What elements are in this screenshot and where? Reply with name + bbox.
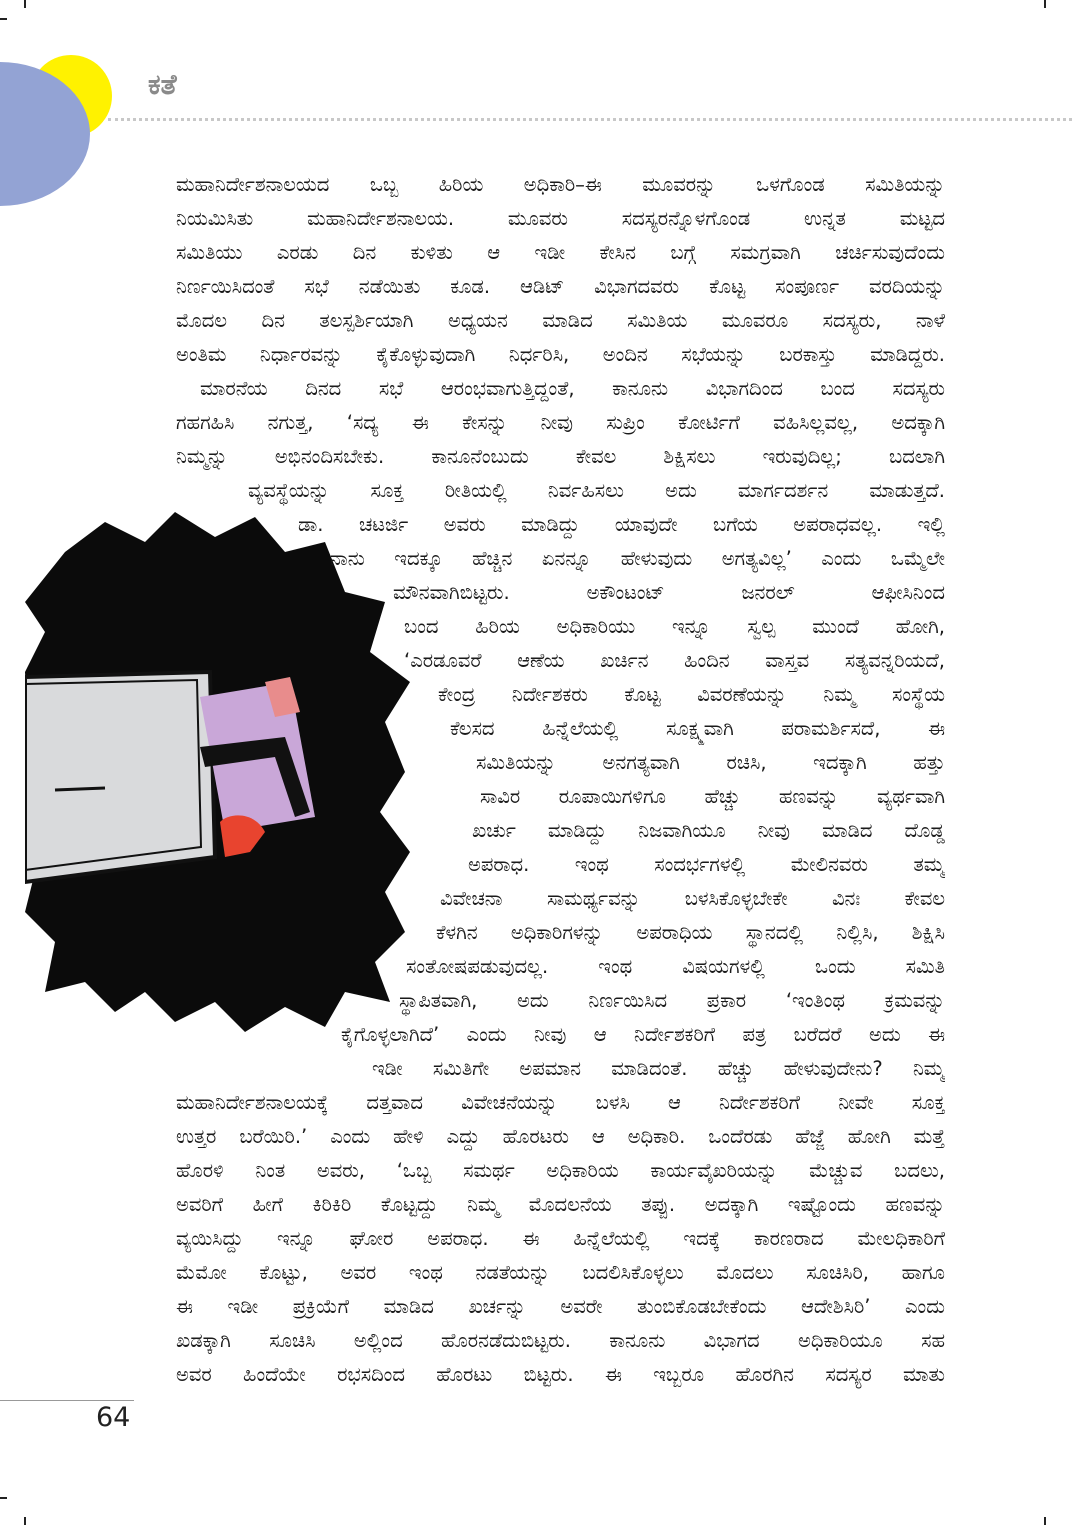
body-line: ಖರ್ಚು ಮಾಡಿದ್ದು ನಿಜವಾಗಿಯೂ ನೀವು ಮಾಡಿದ ದೊಡ್ಡ — [472, 821, 945, 842]
body-line: ನಾನು ಇದಕ್ಕೂ ಹೆಚ್ಚಿನ ಏನನ್ನೂ ಹೇಳುವುದು ಅಗತ್ಯವಿಲ್ಲ’ ಎಂದು ಒಮ್ಮೆಲೇ — [330, 549, 945, 570]
body-line: ಉತ್ತರ ಬರೆಯಿರಿ.’ ಎಂದು ಹೇಳಿ ಎದ್ದು ಹೊರಟರು ಆ ಅಧಿಕಾರಿ. ಒಂದೆರಡು ಹೆಜ್ಜೆ ಹೋಗಿ ಮತ್ತೆ — [176, 1127, 945, 1148]
crop-mark — [0, 1497, 7, 1499]
body-line: ಬಂದ ಹಿರಿಯ ಅಧಿಕಾರಿಯು ಇನ್ನೂ ಸ್ವಲ್ಪ ಮುಂದೆ ಹೋಗಿ, — [404, 617, 945, 638]
body-line: ಈ ಇಡೀ ಪ್ರಕ್ರಿಯೆಗೆ ಮಾಡಿದ ಖರ್ಚನ್ನು ಅವರೇ ತುಂಬಿಕೊಡಬೇಕೆಂದು ಆದೇಶಿಸಿರಿ’ ಎಂದು — [176, 1297, 945, 1318]
body-line: ಸ್ಥಾಪಿತವಾಗಿ, ಅದು ನಿರ್ಣಯಿಸಿದ ಪ್ರಕಾರ ‘ಇಂತಿಂಥ ಕ್ರಮವನ್ನು — [399, 991, 945, 1012]
body-line: ಅಂತಿಮ ನಿರ್ಧಾರವನ್ನು ಕೈಕೊಳ್ಳುವುದಾಗಿ ನಿರ್ಧರಿಸಿ, ಅಂದಿನ ಸಭೆಯನ್ನು ಬರಕಾಸ್ತು ಮಾಡಿದ್ದರು. — [176, 345, 945, 366]
crop-mark — [1044, 1517, 1046, 1525]
body-line: ಖಡಕ್ಕಾಗಿ ಸೂಚಿಸಿ ಅಲ್ಲಿಂದ ಹೊರನಡೆದುಬಿಟ್ಟರು. ಕಾನೂನು ವಿಭಾಗದ ಅಧಿಕಾರಿಯೂ ಸಹ — [176, 1331, 945, 1352]
body-line: ಗಹಗಹಿಸಿ ನಗುತ್ತ, ‘ಸದ್ಯ ಈ ಕೇಸನ್ನು ನೀವು ಸುಪ್ರಿಂ ಕೋರ್ಟಿಗೆ ವಹಿಸಿಲ್ಲವಲ್ಲ, ಅದಕ್ಕಾಗಿ — [176, 413, 945, 434]
body-line: ಕೆಳಗಿನ ಅಧಿಕಾರಿಗಳನ್ನು ಅಪರಾಧಿಯ ಸ್ಥಾನದಲ್ಲಿ ನಿಲ್ಲಿಸಿ, ಶಿಕ್ಷಿಸಿ — [436, 923, 945, 944]
body-line: ಕೆಲಸದ ಹಿನ್ನೆಲೆಯಲ್ಲಿ ಸೂಕ್ಷ್ಮವಾಗಿ ಪರಾಮರ್ಶಿಸದೆ, ಈ — [450, 719, 945, 740]
header-dotted-rule — [108, 118, 1072, 121]
body-line: ನಿಮ್ಮನ್ನು ಅಭಿನಂದಿಸಬೇಕು. ಕಾನೂನೆಂಬುದು ಕೇವಲ ಶಿಕ್ಷಿಸಲು ಇರುವುದಿಲ್ಲ; ಬದಲಾಗಿ — [176, 447, 945, 468]
section-title: ಕತೆ — [148, 68, 177, 101]
body-line: ವ್ಯಯಿಸಿದ್ದು ಇನ್ನೂ ಘೋರ ಅಪರಾಧ. ಈ ಹಿನ್ನೆಲೆಯಲ್ಲಿ ಇದಕ್ಕೆ ಕಾರಣರಾದ ಮೇಲಧಿಕಾರಿಗೆ — [176, 1229, 945, 1250]
page-number: 64 — [96, 1402, 131, 1433]
body-line: ಮಹಾನಿರ್ದೇಶನಾಲಯಕ್ಕೆ ದತ್ತವಾದ ವಿವೇಚನೆಯನ್ನು ಬಳಸಿ ಆ ನಿರ್ದೇಶಕರಿಗೆ ನೀವೇ ಸೂಕ್ತ — [176, 1093, 945, 1114]
body-line: ಮೊದಲ ದಿನ ತಲಸ್ಪರ್ಶಿಯಾಗಿ ಅಧ್ಯಯನ ಮಾಡಿದ ಸಮಿತಿಯ ಮೂವರೂ ಸದಸ್ಯರು, ನಾಳೆ — [176, 311, 945, 332]
body-line: ಸಮಿತಿಯು ಎರಡು ದಿನ ಕುಳಿತು ಆ ಇಡೀ ಕೇಸಿನ ಬಗ್ಗೆ ಸಮಗ್ರವಾಗಿ ಚರ್ಚಿಸುವುದೆಂದು — [176, 243, 945, 264]
body-line: ಅಪರಾಧ. ಇಂಥ ಸಂದರ್ಭಗಳಲ್ಲಿ ಮೇಲಿನವರು ತಮ್ಮ — [468, 855, 945, 876]
body-line: ಕೈಗೊಳ್ಳಲಾಗಿದೆ’ ಎಂದು ನೀವು ಆ ನಿರ್ದೇಶಕರಿಗೆ ಪತ್ರ ಬರೆದರೆ ಅದು ಈ — [341, 1025, 945, 1046]
body-line: ಕೇಂದ್ರ ನಿರ್ದೇಶಕರು ಕೊಟ್ಟ ವಿವರಣೆಯನ್ನು ನಿಮ್ಮ ಸಂಸ್ಥೆಯ — [438, 685, 945, 706]
body-line: ನಿರ್ಣಯಿಸಿದಂತೆ ಸಭೆ ನಡೆಯಿತು ಕೂಡ. ಆಡಿಟ್ ವಿಭಾಗದವರು ಕೊಟ್ಟ ಸಂಪೂರ್ಣ ವರದಿಯನ್ನು — [176, 277, 945, 298]
crop-mark — [24, 1517, 26, 1525]
body-line: ಮೌನವಾಗಿಬಿಟ್ಟರು. ಅಕೌಂಟಂಟ್ ಜನರಲ್ ಆಫೀಸಿನಿಂದ — [393, 583, 945, 604]
body-line: ವ್ಯವಸ್ಥೆಯನ್ನು ಸೂಕ್ತ ರೀತಿಯಲ್ಲಿ ನಿರ್ವಹಿಸಲು ಅದು ಮಾರ್ಗದರ್ಶನ ಮಾಡುತ್ತದೆ. — [248, 481, 945, 502]
body-line: ಸಮಿತಿಯನ್ನು ಅನಗತ್ಯವಾಗಿ ರಚಿಸಿ, ಇದಕ್ಕಾಗಿ ಹತ್ತು — [476, 753, 945, 774]
crop-mark — [0, 18, 7, 20]
body-line: ಇಡೀ ಸಮಿತಿಗೇ ಅಪಮಾನ ಮಾಡಿದಂತೆ. ಹೆಚ್ಚು ಹೇಳುವುದೇನು? ನಿಮ್ಮ — [372, 1059, 945, 1080]
crop-mark — [1044, 0, 1046, 8]
body-line: ನಿಯಮಿಸಿತು ಮಹಾನಿರ್ದೇಶನಾಲಯ. ಮೂವರು ಸದಸ್ಯರನ್ನೊಳಗೊಂಡ ಉನ್ನತ ಮಟ್ಟದ — [176, 209, 945, 230]
body-line: ಮಹಾನಿರ್ದೇಶನಾಲಯದ ಒಬ್ಬ ಹಿರಿಯ ಅಧಿಕಾರಿ–ಈ ಮೂವರನ್ನು ಒಳಗೊಂಡ ಸಮಿತಿಯನ್ನು — [176, 175, 945, 196]
body-line: ಅವರ ಹಿಂದೆಯೇ ರಭಸದಿಂದ ಹೊರಟು ಬಿಟ್ಟರು. ಈ ಇಬ್ಬರೂ ಹೊರಗಿನ ಸದಸ್ಯರ ಮಾತು — [176, 1365, 945, 1386]
body-line: ಮೆಮೋ ಕೊಟ್ಟು, ಅವರ ಇಂಥ ನಡತೆಯನ್ನು ಬದಲಿಸಿಕೊಳ್ಳಲು ಮೊದಲು ಸೂಚಿಸಿರಿ, ಹಾಗೂ — [176, 1263, 945, 1284]
body-line: ಡಾ. ಚಟರ್ಜಿ ಅವರು ಮಾಡಿದ್ದು ಯಾವುದೇ ಬಗೆಯ ಅಪರಾಧವಲ್ಲ. ಇಲ್ಲಿ — [298, 515, 945, 536]
body-line: ವಿವೇಚನಾ ಸಾಮರ್ಥ್ಯವನ್ನು ಬಳಸಿಕೊಳ್ಳಬೇಕೇ ವಿನಃ ಕೇವಲ — [440, 889, 945, 910]
story-illustration — [25, 512, 415, 1032]
body-line: ಮಾರನೆಯ ದಿನದ ಸಭೆ ಆರಂಭವಾಗುತ್ತಿದ್ದಂತೆ, ಕಾನೂನು ವಿಭಾಗದಿಂದ ಬಂದ ಸದಸ್ಯರು — [200, 379, 945, 400]
body-line: ಅವರಿಗೆ ಹೀಗೆ ಕಿರಿಕಿರಿ ಕೊಟ್ಟದ್ದು ನಿಮ್ಮ ಮೊದಲನೆಯ ತಪ್ಪು. ಅದಕ್ಕಾಗಿ ಇಷ್ಟೊಂದು ಹಣವನ್ನು — [176, 1195, 945, 1216]
body-line: ಸಾವಿರ ರೂಪಾಯಿಗಳಿಗೂ ಹೆಚ್ಚು ಹಣವನ್ನು ವ್ಯರ್ಥವಾಗಿ — [480, 787, 945, 808]
body-line: ಹೊರಳಿ ನಿಂತ ಅವರು, ‘ಒಬ್ಬ ಸಮರ್ಥ ಅಧಿಕಾರಿಯ ಕಾರ್ಯವೈಖರಿಯನ್ನು ಮೆಚ್ಚುವ ಬದಲು, — [176, 1161, 945, 1182]
footer-rule — [0, 1400, 134, 1401]
crop-mark — [24, 0, 26, 8]
body-line: ‘ಎರಡೂವರೆ ಆಣೆಯ ಖರ್ಚಿನ ಹಿಂದಿನ ವಾಸ್ತವ ಸತ್ಯವನ್ನರಿಯದೆ, — [404, 651, 945, 672]
body-line: ಸಂತೋಷಪಡುವುದಲ್ಲ. ಇಂಥ ವಿಷಯಗಳಲ್ಲಿ ಒಂದು ಸಮಿತಿ — [406, 957, 945, 978]
